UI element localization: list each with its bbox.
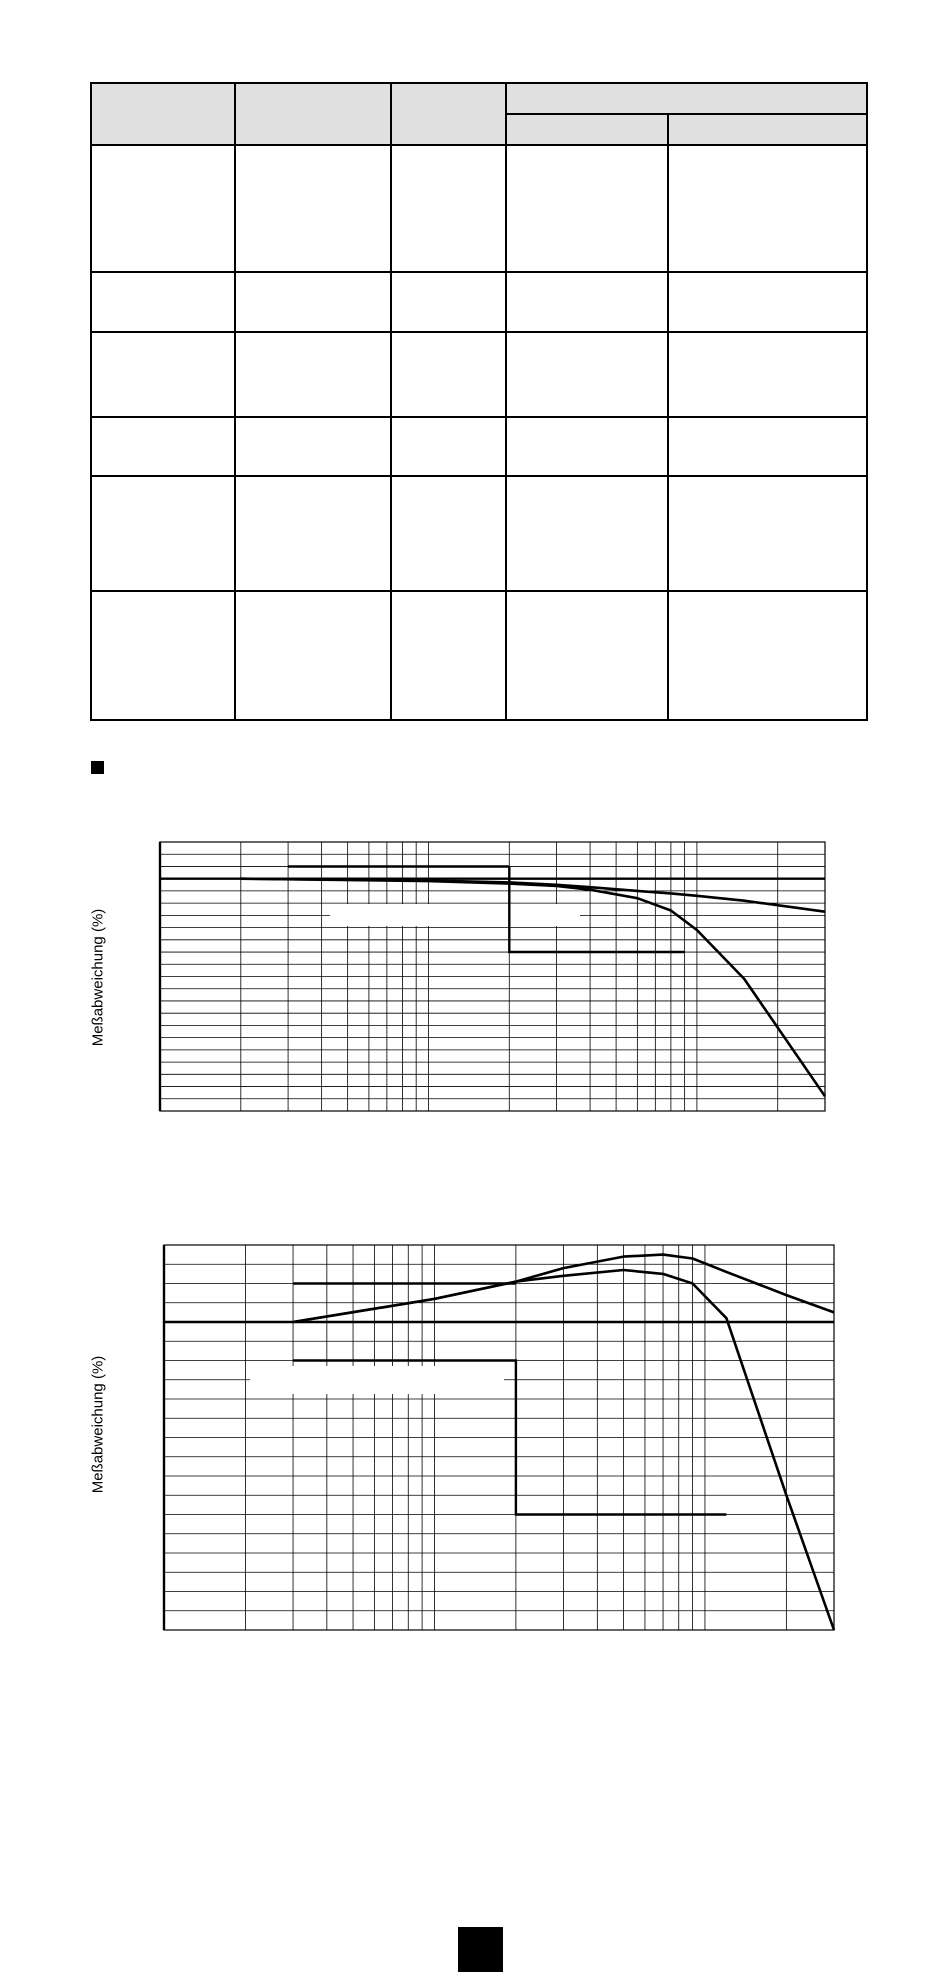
table-cell xyxy=(506,272,668,332)
table-cell xyxy=(668,417,867,476)
table-cell xyxy=(235,272,391,332)
table-cell xyxy=(506,332,668,416)
table-cell xyxy=(668,145,867,272)
chart2-plot xyxy=(164,1245,834,1630)
table-cell xyxy=(391,591,506,720)
table-cell xyxy=(391,272,506,332)
table-cell xyxy=(235,145,391,272)
blank-annotation-box xyxy=(330,904,580,926)
chart1-plot xyxy=(160,842,825,1111)
table-cell xyxy=(506,476,668,592)
table-cell xyxy=(391,417,506,476)
blank-annotation-box xyxy=(250,1366,504,1394)
table-row xyxy=(91,272,867,332)
table-cell xyxy=(668,272,867,332)
specification-table xyxy=(90,82,868,721)
table-cell xyxy=(506,145,668,272)
table-subheader-cell xyxy=(506,114,668,145)
table-row xyxy=(91,591,867,720)
table-cell xyxy=(506,591,668,720)
table-header-group-cell xyxy=(506,83,867,114)
chart2-y-axis-label: Meßabweichung (%) xyxy=(89,1355,107,1494)
table-cell xyxy=(235,332,391,416)
chart1-y-axis-label: Meßabweichung (%) xyxy=(89,908,107,1047)
table-cell xyxy=(91,272,235,332)
table-cell xyxy=(391,145,506,272)
table-header-cell xyxy=(235,83,391,145)
table-subheader-cell xyxy=(668,114,867,145)
square-bullet-icon xyxy=(91,761,104,774)
table-cell xyxy=(235,476,391,592)
table-cell xyxy=(91,591,235,720)
table-row xyxy=(91,476,867,592)
table-cell xyxy=(235,417,391,476)
table-cell xyxy=(91,476,235,592)
table-header-cell xyxy=(391,83,506,145)
table-cell xyxy=(91,417,235,476)
table-row xyxy=(91,332,867,416)
table-header-cell xyxy=(91,83,235,145)
table-cell xyxy=(668,591,867,720)
table-cell xyxy=(506,417,668,476)
table-cell xyxy=(235,591,391,720)
table-cell xyxy=(668,332,867,416)
table-cell xyxy=(668,476,867,592)
table-row xyxy=(91,417,867,476)
table-cell xyxy=(91,332,235,416)
page-number-box xyxy=(458,1927,503,1972)
table-cell xyxy=(91,145,235,272)
table-row xyxy=(91,145,867,272)
table-cell xyxy=(391,476,506,592)
table-cell xyxy=(391,332,506,416)
